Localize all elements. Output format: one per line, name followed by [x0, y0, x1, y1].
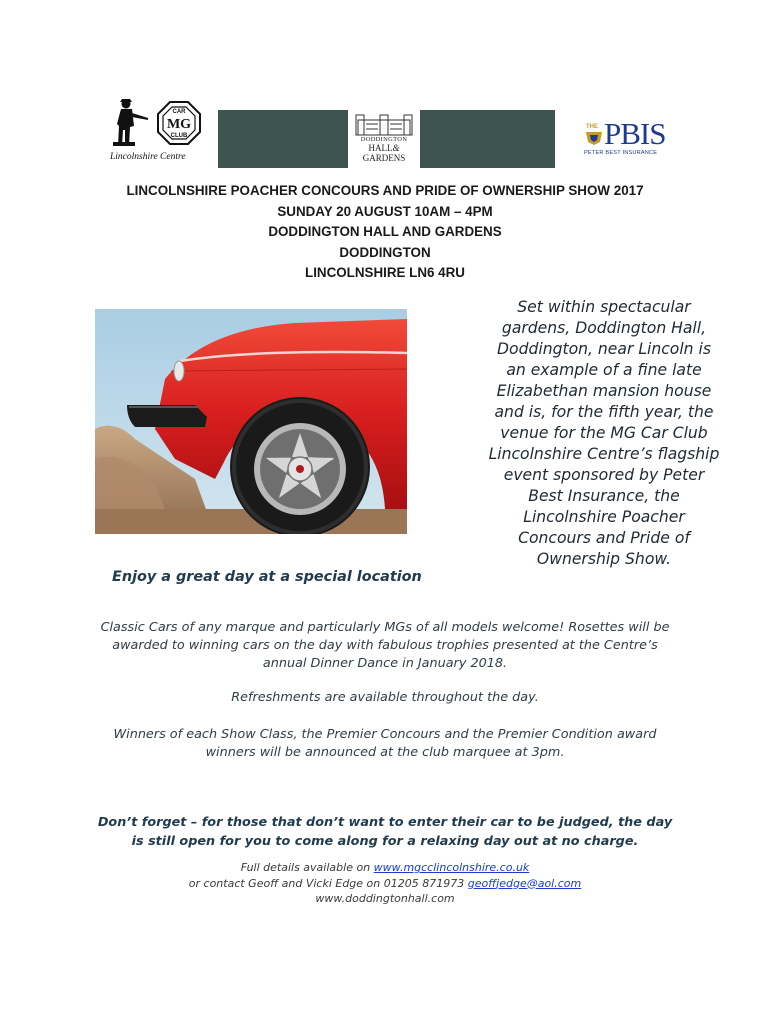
pbis-logo-letters: PBIS	[604, 116, 666, 151]
venue-description-line: venue for the MG Car Club	[500, 424, 708, 442]
doddington-website: www.doddingtonhall.com	[315, 892, 455, 905]
doddington-hall-building-icon	[350, 112, 418, 136]
event-postcode: LINCOLNSHIRE LN6 4RU	[305, 265, 465, 280]
event-date-time: SUNDAY 20 AUGUST 10AM – 4PM	[277, 203, 493, 219]
mg-logo-caption: Lincolnshire Centre	[110, 152, 186, 162]
pbis-logo-the: THE	[586, 124, 598, 130]
contact-prefix: Full details available on	[240, 861, 374, 874]
paragraph-line: Winners of each Show Class, the Premier Concours and the Premier Condition award	[113, 727, 657, 742]
venue-description	[470, 297, 738, 570]
venue-description-line: Lincolnshire Poacher	[523, 508, 685, 526]
event-title: LINCOLNSHIRE POACHER CONCOURS AND PRIDE OF OWNERSHIP SHOW 2017	[126, 183, 644, 198]
classic-cars-paragraph	[40, 619, 730, 673]
venue-description-line: Lincolnshire Centre’s flagship	[488, 445, 720, 463]
venue-description-line: an example of a fine late	[506, 361, 702, 379]
contact-phone-text: or contact Geoff and Vicki Edge on 01205 871973	[188, 876, 468, 890]
venue-description-line: and is, for the fifth year, the	[494, 403, 714, 421]
venue-description-line: Best Insurance, the	[528, 487, 680, 505]
mg-badge-graphic	[108, 96, 206, 152]
pbis-logo-subtitle: PETER BEST INSURANCE	[584, 150, 658, 156]
paragraph-line: annual Dinner Dance in January 2018.	[262, 656, 508, 671]
venue-description-line: gardens, Doddington Hall,	[501, 319, 707, 337]
car-wheel-illustration	[95, 309, 407, 534]
venue-description-line: Set within spectacular	[517, 298, 691, 316]
refreshments-paragraph: Refreshments are available throughout the day.	[231, 690, 539, 705]
paragraph-line: Classic Cars of any marque and particularly MGs of all models welcome! Rosettes will be	[100, 620, 670, 635]
contact-email-link[interactable]: geoffjedge@aol.com	[467, 876, 582, 890]
mg-car-club-logo	[108, 96, 206, 168]
mg-badge-top-text: CAR	[172, 109, 186, 115]
venue-description-line: event sponsored by Peter	[503, 466, 705, 484]
contact-details	[40, 860, 730, 907]
free-entry-notice	[40, 814, 730, 851]
doddington-hall-logo	[350, 110, 418, 168]
header-banner-right	[420, 110, 555, 168]
event-title-block	[0, 181, 770, 284]
pbis-crest-icon	[584, 130, 604, 146]
doddington-logo-line4: GARDENS	[362, 153, 406, 163]
paragraph-line: winners will be announced at the club marquee at 3pm.	[205, 745, 565, 760]
notice-line: Don’t forget – for those that don’t want to enter their car to be judged, the day	[97, 815, 673, 830]
paragraph-line: awarded to winning cars on the day with fabulous trophies presented at the Centre’s	[112, 638, 658, 653]
mg-badge-bottom-text: CLUB	[170, 133, 188, 139]
event-venue: DODDINGTON HALL AND GARDENS	[268, 224, 502, 239]
venue-description-line: Doddington, near Lincoln is	[497, 340, 711, 358]
doddington-logo-line1: DODDINGTON	[360, 136, 408, 143]
club-website-link[interactable]: www.mgcclincolnshire.co.uk	[373, 861, 530, 874]
pbis-logo	[582, 118, 692, 160]
doddington-logo-line2: HALL&	[368, 143, 400, 153]
venue-description-line: Elizabethan mansion house	[496, 382, 712, 400]
red-mg-car-photo	[95, 309, 407, 534]
header-banner-left	[218, 110, 348, 168]
venue-description-line: Ownership Show.	[536, 550, 672, 568]
tagline: Enjoy a great day at a special location	[112, 569, 422, 585]
mg-badge-mid-text: MG	[166, 117, 192, 132]
event-town: DODDINGTON	[339, 244, 431, 260]
venue-description-line: Concours and Pride of	[518, 529, 690, 547]
contact-website-line	[40, 860, 730, 876]
winners-paragraph	[40, 726, 730, 762]
contact-email-line	[40, 876, 730, 892]
notice-line: is still open for you to come along for a relaxing day out at no charge.	[131, 833, 639, 849]
